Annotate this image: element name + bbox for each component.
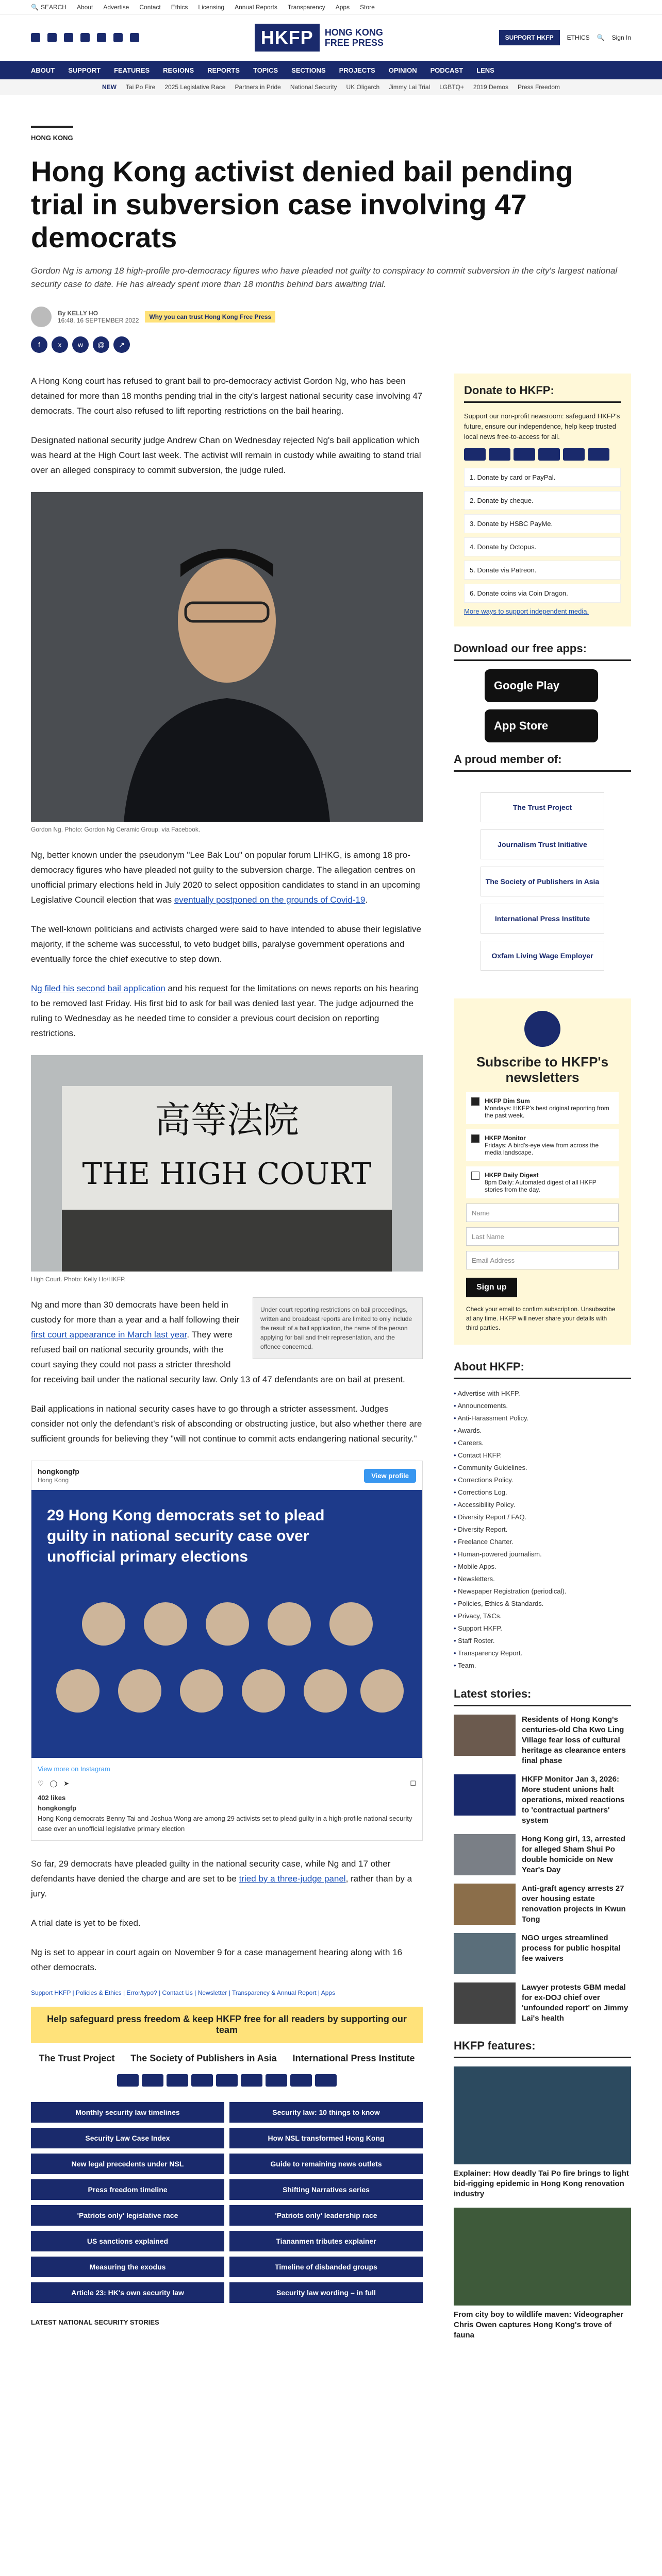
search-link[interactable]: 🔍 SEARCH (31, 3, 67, 11)
newsletter-widget (454, 998, 631, 1345)
payme-icon (266, 2074, 287, 2087)
checkbox-checked[interactable] (471, 1097, 479, 1106)
paypal-icon (538, 448, 560, 461)
sidebar (454, 374, 631, 2349)
last-name-field[interactable]: Last Name (466, 1227, 619, 1246)
newsletter-title: Subscribe to HKFP's newsletters (476, 1054, 609, 1085)
section-tag[interactable]: HONG KONG (31, 126, 73, 142)
nav-reports[interactable]: REPORTS (207, 66, 240, 74)
advertise-link[interactable]: Advertise (103, 3, 129, 11)
trust-badge[interactable]: Why you can trust Hong Kong Free Press (145, 311, 275, 323)
national-security-links (31, 2102, 423, 2303)
share-email-icon[interactable]: @ (93, 336, 109, 353)
visa-icon (117, 2074, 139, 2087)
trending-label: NEW (102, 83, 117, 91)
instagram-embed (31, 1461, 423, 1841)
patreon-icon (315, 2074, 337, 2087)
ipi-logo[interactable]: International Press Institute (292, 2053, 415, 2063)
trending-item[interactable]: Partners in Pride (235, 83, 281, 91)
story-title: Hong Kong girl, 13, arrested for alleged Sham Shui Po double homicide on New Year's Day (522, 1835, 625, 1874)
photo-caption: Gordon Ng. Photo: Gordon Ng Ceramic Group, via Facebook. (31, 826, 201, 833)
about-link[interactable]: • Diversity Report. (454, 1523, 631, 1536)
trending-item[interactable]: LGBTQ+ (439, 83, 464, 91)
latest-story[interactable] (454, 1982, 631, 2024)
app-store-button[interactable] (485, 709, 598, 742)
ns-link[interactable]: New legal precedents under NSL (31, 2154, 224, 2174)
ig-view-more-link[interactable]: View more on Instagram (38, 1765, 110, 1773)
ns-link[interactable]: Monthly security law timelines (31, 2102, 224, 2123)
about-widget (454, 1360, 631, 1672)
ns-link[interactable]: Tiananmen tributes explainer (229, 2231, 423, 2251)
member-logos (454, 780, 631, 983)
about-link[interactable]: • Support HKFP. (454, 1622, 631, 1635)
donate-text: Support our non-profit newsroom: safeguard HKFP's future, ensure our independence, help keep trusted local news free-to-access for all. (464, 412, 620, 440)
support-hkfp-button[interactable]: SUPPORT HKFP (499, 30, 560, 45)
trending-item[interactable]: Tai Po Fire (126, 83, 156, 91)
about-link[interactable]: • Community Guidelines. (454, 1462, 631, 1474)
ns-link[interactable]: Guide to remaining news outlets (229, 2154, 423, 2174)
story-thumbnail (454, 1715, 516, 1756)
about-link[interactable]: • Contact HKFP. (454, 1449, 631, 1462)
about-link[interactable]: • Newsletters. (454, 1573, 631, 1585)
about-link[interactable]: • Freelance Charter. (454, 1536, 631, 1548)
checkbox-checked[interactable] (471, 1134, 479, 1143)
nav-regions[interactable]: REGIONS (163, 66, 194, 74)
ns-link[interactable]: US sanctions explained (31, 2231, 224, 2251)
paragraph: A Hong Kong court has refused to grant bail to pro-democracy activist Gordon Ng, who has been detained for more than 18 months pending trial in the city's largest national security case involving 47 democrats. The court also refused to lift reporting restrictions on the bail hearing. (31, 376, 423, 416)
newsletter-option[interactable] (466, 1166, 619, 1198)
heart-icon[interactable]: ♡ (38, 1780, 44, 1787)
ig-headline: 29 Hong Kong democrats set to plead guilty in national security case over unofficial primary elections (47, 1507, 325, 1565)
donate-widget (454, 374, 631, 626)
ns-link[interactable]: Security law: 10 things to know (229, 2102, 423, 2123)
google-play-label: Google Play (494, 679, 560, 692)
article-body (31, 374, 423, 2349)
about-link[interactable]: • Staff Roster. (454, 1635, 631, 1647)
about-link[interactable]: • Corrections Log. (454, 1486, 631, 1499)
nav-projects[interactable]: PROJECTS (339, 66, 375, 74)
comment-icon[interactable]: ◯ (49, 1780, 58, 1787)
about-link[interactable]: • Newspaper Registration (periodical). (454, 1585, 631, 1598)
latest-story[interactable] (454, 1884, 631, 1925)
donate-payment-icons (464, 448, 621, 461)
youtube-icon[interactable] (97, 33, 106, 42)
first-court-link[interactable]: first court appearance in March last year (31, 1330, 187, 1340)
nav-about[interactable]: ABOUT (31, 66, 55, 74)
support-banner[interactable]: Help safeguard press freedom & keep HKFP free for all readers by supporting our team (31, 2007, 423, 2043)
about-link[interactable]: • Team. (454, 1659, 631, 1672)
googlepay-icon (241, 2074, 262, 2087)
latest-story[interactable] (454, 1715, 631, 1766)
author-name[interactable]: By KELLY HO (58, 310, 98, 317)
member-logo[interactable]: Oxfam Living Wage Employer (481, 941, 604, 971)
logo-line2: FREE PRESS (324, 38, 384, 48)
store-link[interactable]: Store (360, 3, 375, 11)
latest-title: Latest stories: (454, 1687, 631, 1706)
ethics-link-mast[interactable]: ETHICS (567, 34, 590, 41)
paragraph-text: , rather than by a jury. (31, 1874, 412, 1899)
nav-podcast[interactable]: PODCAST (430, 66, 464, 74)
paragraph-text: and his request for the limitations on news reports on his hearing to be removed last Friday. His first bid to ask for bail was denied last year. The judge adjourned the ruling to Wednesday as he needed time to consider a previous court decision on reporting restrictions. (31, 984, 419, 1038)
court-english-sign: THE HIGH COURT (82, 1156, 372, 1191)
donate-option[interactable]: 2. Donate by cheque. (464, 491, 621, 510)
donate-option[interactable]: 5. Donate via Patreon. (464, 561, 621, 580)
share-link-icon[interactable]: ↗ (113, 336, 130, 353)
nl-option-desc: 8pm Daily: Automated digest of all HKFP stories from the day. (485, 1179, 597, 1193)
features-title: HKFP features: (454, 2039, 631, 2058)
second-bail-link[interactable]: Ng filed his second bail application (31, 984, 166, 993)
portrait-photo (31, 492, 423, 822)
high-court-photo (31, 1055, 423, 1272)
newsletter-note: Check your email to confirm subscription. Unsubscribe at any time. HKFP will never share your details with third parties. (466, 1306, 616, 1331)
article-lede: Gordon Ng is among 18 high-profile pro-democracy figures who have pleaded not guilty to conspiracy to commit subversion in the city's largest national security case to date. He has already spent more than 18 months behind bars awaiting trial. (31, 266, 618, 289)
bookmark-icon[interactable]: ☐ (410, 1780, 416, 1787)
feature-story[interactable] (454, 2208, 631, 2341)
article-footer-links[interactable]: Support HKFP | Policies & Ethics | Error/typo? | Contact Us | Newsletter | Transparency & Annual Report | Apps (31, 1989, 336, 1996)
story-thumbnail (454, 1933, 516, 1974)
ns-link[interactable]: Shifting Narratives series (229, 2179, 423, 2200)
trending-item[interactable]: UK Oligarch (346, 83, 380, 91)
signup-button[interactable]: Sign up (466, 1278, 517, 1297)
site-logo[interactable] (255, 24, 384, 52)
google-play-button[interactable] (485, 669, 598, 702)
transparency-link[interactable]: Transparency (287, 3, 325, 11)
paragraph: A trial date is yet to be fixed. (31, 1918, 141, 1928)
ig-likes: 402 likes (38, 1794, 66, 1802)
ns-link[interactable]: Measuring the exodus (31, 2257, 224, 2277)
linkedin-icon[interactable] (80, 33, 90, 42)
about-link[interactable]: • Awards. (454, 1425, 631, 1437)
trending-item[interactable]: National Security (290, 83, 337, 91)
trending-item[interactable]: 2019 Demos (473, 83, 508, 91)
share-facebook-icon[interactable]: f (31, 336, 47, 353)
sopa-logo[interactable]: The Society of Publishers in Asia (130, 2053, 277, 2063)
about-link[interactable]: About (76, 3, 93, 11)
donate-option[interactable]: 1. Donate by card or PayPal. (464, 468, 621, 487)
ig-portraits (31, 1588, 422, 1758)
about-link[interactable]: • Policies, Ethics & Standards. (454, 1598, 631, 1610)
share-twitter-icon[interactable]: x (52, 336, 68, 353)
share-icon[interactable]: ➤ (63, 1780, 70, 1787)
about-link[interactable]: • Anti-Harassment Policy. (454, 1412, 631, 1425)
story-thumbnail (454, 1834, 516, 1875)
feature-title: Explainer: How deadly Tai Po fire brings to light bid-rigging epidemic in Hong Kong renovation industry (454, 2169, 629, 2198)
mastercard-icon (489, 448, 510, 461)
ns-section-title: LATEST NATIONAL SECURITY STORIES (31, 2318, 159, 2326)
about-link[interactable]: • Careers. (454, 1437, 631, 1449)
share-whatsapp-icon[interactable]: w (72, 336, 89, 353)
paragraph (31, 981, 423, 1041)
logo-mark: HKFP (255, 24, 320, 52)
publish-date: 16:48, 16 SEPTEMBER 2022 (58, 317, 139, 324)
amex-icon (514, 448, 535, 461)
trending-item[interactable]: Press Freedom (517, 83, 560, 91)
ns-link[interactable]: How NSL transformed Hong Kong (229, 2128, 423, 2148)
paragraph: Ng is set to appear in court again on November 9 for a case management hearing along with 16 other democrats. (31, 1947, 403, 1972)
portrait-illustration (31, 492, 423, 822)
story-title: NGO urges streamlined process for public hospital fee waivers (522, 1934, 621, 1963)
ns-link[interactable]: Timeline of disbanded groups (229, 2257, 423, 2277)
about-link[interactable]: • Human-powered journalism. (454, 1548, 631, 1561)
trending-item[interactable]: 2025 Legislative Race (164, 83, 226, 91)
social-icons (31, 33, 139, 42)
story-title: Lawyer protests GBM medal for ex-DOJ chief over 'unfounded report' on Jimmy Lai's health (522, 1983, 628, 2023)
feature-title: From city boy to wildlife maven: Videographer Chris Owen captures Hong Kong's trove of fauna (454, 2310, 623, 2340)
trending-bar (0, 79, 662, 95)
nl-option-title: HKFP Monitor (485, 1134, 526, 1142)
nav-features[interactable]: FEATURES (114, 66, 150, 74)
rss-icon[interactable] (130, 33, 139, 42)
about-title: About HKFP: (454, 1360, 631, 1379)
nl-option-title: HKFP Daily Digest (485, 1172, 539, 1179)
mastercard-icon (142, 2074, 163, 2087)
nl-option-desc: Fridays: A bird's-eye view from across the media landscape. (485, 1142, 599, 1156)
covid-postpone-link[interactable]: eventually postponed on the grounds of Covid-19 (174, 895, 366, 905)
annual-reports-link[interactable]: Annual Reports (235, 3, 277, 11)
paragraph: Bail applications in national security cases have to go through a stricter assessment. Judges consider not only the defendant's risk of absconding or obstructing justice, but also whether there are sufficient grounds for believing they "will not continue to commit acts endangering national security." (31, 1404, 422, 1444)
latest-story[interactable] (454, 1933, 631, 1974)
story-thumbnail (454, 1982, 516, 2024)
paragraph-text: . They were refused bail on national security grounds, with the court saying they could not pass a stricter threshold for receiving bail under the national security law. Only 13 of 47 defendants are on bail at present. (31, 1330, 405, 1384)
newsletter-option[interactable] (466, 1129, 619, 1161)
visa-icon (464, 448, 486, 461)
paragraph-text: Ng and more than 30 democrats have been held in custody for more than a year and a half following their (31, 1300, 240, 1325)
share-bar (31, 336, 631, 353)
ns-link[interactable]: Article 23: HK's own security law (31, 2282, 224, 2303)
paragraph: Designated national security judge Andrew Chan on Wednesday rejected Ng's bail application which was heard at the High Court last week. The activist will remain in custody while awaiting to stand trial over an alleged conspiracy to commit subversion, the judge ruled. (31, 435, 421, 475)
trust-project-logo[interactable]: The Trust Project (39, 2053, 115, 2063)
ns-link[interactable]: Security Law Case Index (31, 2128, 224, 2148)
octopus-icon (290, 2074, 312, 2087)
nav-support[interactable]: SUPPORT (68, 66, 101, 74)
high-court-illustration (31, 1055, 423, 1272)
contact-link[interactable]: Contact (139, 3, 161, 11)
ig-caption: Hong Kong democrats Benny Tai and Joshua Wong are among 29 activists set to plead guilty in a high-profile national security case over an unofficial legislative primary election (38, 1815, 412, 1833)
latest-story[interactable] (454, 1774, 631, 1826)
nav-lens[interactable]: LENS (476, 66, 494, 74)
feature-thumbnail (454, 2066, 631, 2164)
footer-member-logos (31, 2053, 423, 2064)
payment-methods (31, 2074, 423, 2087)
logo-line1: HONG KONG (324, 27, 383, 38)
trending-item[interactable]: Jimmy Lai Trial (389, 83, 431, 91)
member-logo[interactable]: The Trust Project (481, 792, 604, 822)
masthead (0, 14, 662, 61)
feature-story[interactable] (454, 2066, 631, 2199)
about-link[interactable]: • Announcements. (454, 1400, 631, 1412)
story-title: Residents of Hong Kong's centuries-old Cha Kwo Ling Village fear loss of cultural heritage as clearance enters final phase (522, 1715, 626, 1765)
about-link[interactable]: • Accessibility Policy. (454, 1499, 631, 1511)
nav-opinion[interactable]: OPINION (388, 66, 417, 74)
proud-member-title: A proud member of: (454, 753, 631, 772)
member-logo[interactable]: International Press Institute (481, 904, 604, 934)
photo-caption: High Court. Photo: Kelly Ho/HKFP. (31, 1276, 126, 1283)
apps-link[interactable]: Apps (335, 3, 350, 11)
about-link[interactable]: • Mobile Apps. (454, 1561, 631, 1573)
main-nav (0, 61, 662, 79)
apps-title: Download our free apps: (454, 642, 631, 661)
nav-sections[interactable]: SECTIONS (291, 66, 326, 74)
ig-post-image[interactable] (31, 1490, 422, 1758)
paragraph: Ng, better known under the pseudonym "Lee Bak Lou" on popular forum LIHKG, is among 18 pro-democracy figures who have pleaded not guilty to the subversion charge. The allegation centres on unofficial primary elections held in July 2020 to select opposition candidates to stand in an upcoming Legislative Council election that was eventually postponed on the grounds of Covid-19. (31, 850, 420, 905)
ns-link[interactable]: 'Patriots only' legislative race (31, 2205, 224, 2226)
court-chinese-sign: 高等法院 (155, 1099, 299, 1141)
about-link[interactable]: • Privacy, T&Cs. (454, 1610, 631, 1622)
checkbox-unchecked[interactable] (471, 1172, 479, 1180)
ig-account[interactable]: hongkongfp (38, 1804, 77, 1812)
paragraph-text: So far, 29 democrats have pleaded guilty in the national security case, while Ng and 17 other defendants have denied the charge and are set to be (31, 1859, 391, 1884)
hkfp-round-logo (524, 1011, 560, 1047)
email-field[interactable]: Email Address (466, 1251, 619, 1269)
ig-username[interactable]: hongkongfp (38, 1467, 79, 1476)
search-label: SEARCH (40, 3, 67, 11)
about-link[interactable]: • Corrections Policy. (454, 1474, 631, 1486)
nav-topics[interactable]: TOPICS (253, 66, 278, 74)
nl-option-desc: Mondays: HKFP's best original reporting from the past week. (485, 1105, 609, 1119)
paragraph: The well-known politicians and activists charged were said to have intended to abuse their legislative majority, if the scheme was successful, to veto budget bills, paralyse government operations and eventually force the chief executive to step down. (31, 924, 421, 964)
applepay-icon (216, 2074, 238, 2087)
about-link[interactable]: • Diversity Report / FAQ. (454, 1511, 631, 1523)
googlepay-icon (588, 448, 609, 461)
byline (31, 307, 631, 327)
nl-option-title: HKFP Dim Sum (485, 1097, 530, 1105)
ethics-link[interactable]: Ethics (171, 3, 188, 11)
paragraph (31, 1856, 423, 1901)
first-name-field[interactable]: Name (466, 1204, 619, 1222)
facebook-icon[interactable] (47, 33, 57, 42)
signin-link[interactable]: Sign In (611, 34, 631, 41)
more-ways-link[interactable]: More ways to support independent media. (464, 607, 589, 615)
author-avatar (31, 307, 52, 327)
about-link[interactable]: • Transparency Report. (454, 1647, 631, 1659)
story-title: HKFP Monitor Jan 3, 2026: More student unions halt operations, mixed reactions to 'contractual partners' system (522, 1775, 625, 1825)
story-thumbnail (454, 1774, 516, 1816)
donate-option[interactable]: 3. Donate by HSBC PayMe. (464, 514, 621, 533)
twitter-icon[interactable] (31, 33, 40, 42)
about-link[interactable]: • Advertise with HKFP. (454, 1387, 631, 1400)
paypal-icon (191, 2074, 213, 2087)
ig-view-profile-button[interactable]: View profile (364, 1469, 416, 1483)
article-title: Hong Kong activist denied bail pending trial in subversion case involving 47 democrats (31, 155, 573, 253)
reporting-restrictions-note: Under court reporting restrictions on bail proceedings, written and broadcast reports are limited to only include the result of a bail application, the name of the person applying for bail and their representation, and the offence concerned. (253, 1297, 423, 1359)
search-icon[interactable]: 🔍 (597, 34, 605, 41)
donate-option[interactable]: 6. Donate coins via Coin Dragon. (464, 584, 621, 603)
app-store-label: App Store (494, 719, 549, 732)
donate-option[interactable]: 4. Donate by Octopus. (464, 537, 621, 556)
email-icon[interactable] (113, 33, 123, 42)
ig-location: Hong Kong (38, 1477, 69, 1484)
amex-icon (167, 2074, 188, 2087)
paragraph-text: Ng, better known under the pseudonym "Lee Bak Lou" on popular forum LIHKG, is among 18 pro-democracy figures who have pleaded not guilty to the subversion charge. The allegation centres on unofficial primary elections held in July 2020 to select opposition candidates to stand in an upcoming Legislative Council election that was (31, 850, 420, 905)
licensing-link[interactable]: Licensing (198, 3, 225, 11)
feature-thumbnail (454, 2208, 631, 2306)
ns-link[interactable]: Security law wording – in full (229, 2282, 423, 2303)
instagram-icon[interactable] (64, 33, 73, 42)
donate-title: Donate to HKFP: (464, 384, 621, 403)
top-utility-bar (0, 0, 662, 14)
story-title: Anti-graft agency arrests 27 over housing estate renovation projects in Kwun Tong (522, 1884, 626, 1924)
member-logo[interactable]: The Society of Publishers in Asia (481, 867, 604, 896)
applepay-icon (563, 448, 585, 461)
story-thumbnail (454, 1884, 516, 1925)
ns-link[interactable]: Press freedom timeline (31, 2179, 224, 2200)
ns-link[interactable]: 'Patriots only' leadership race (229, 2205, 423, 2226)
newsletter-option[interactable] (466, 1092, 619, 1124)
three-judge-link[interactable]: tried by a three-judge panel (239, 1874, 346, 1884)
latest-story[interactable] (454, 1834, 631, 1875)
member-logo[interactable]: Journalism Trust Initiative (481, 829, 604, 859)
